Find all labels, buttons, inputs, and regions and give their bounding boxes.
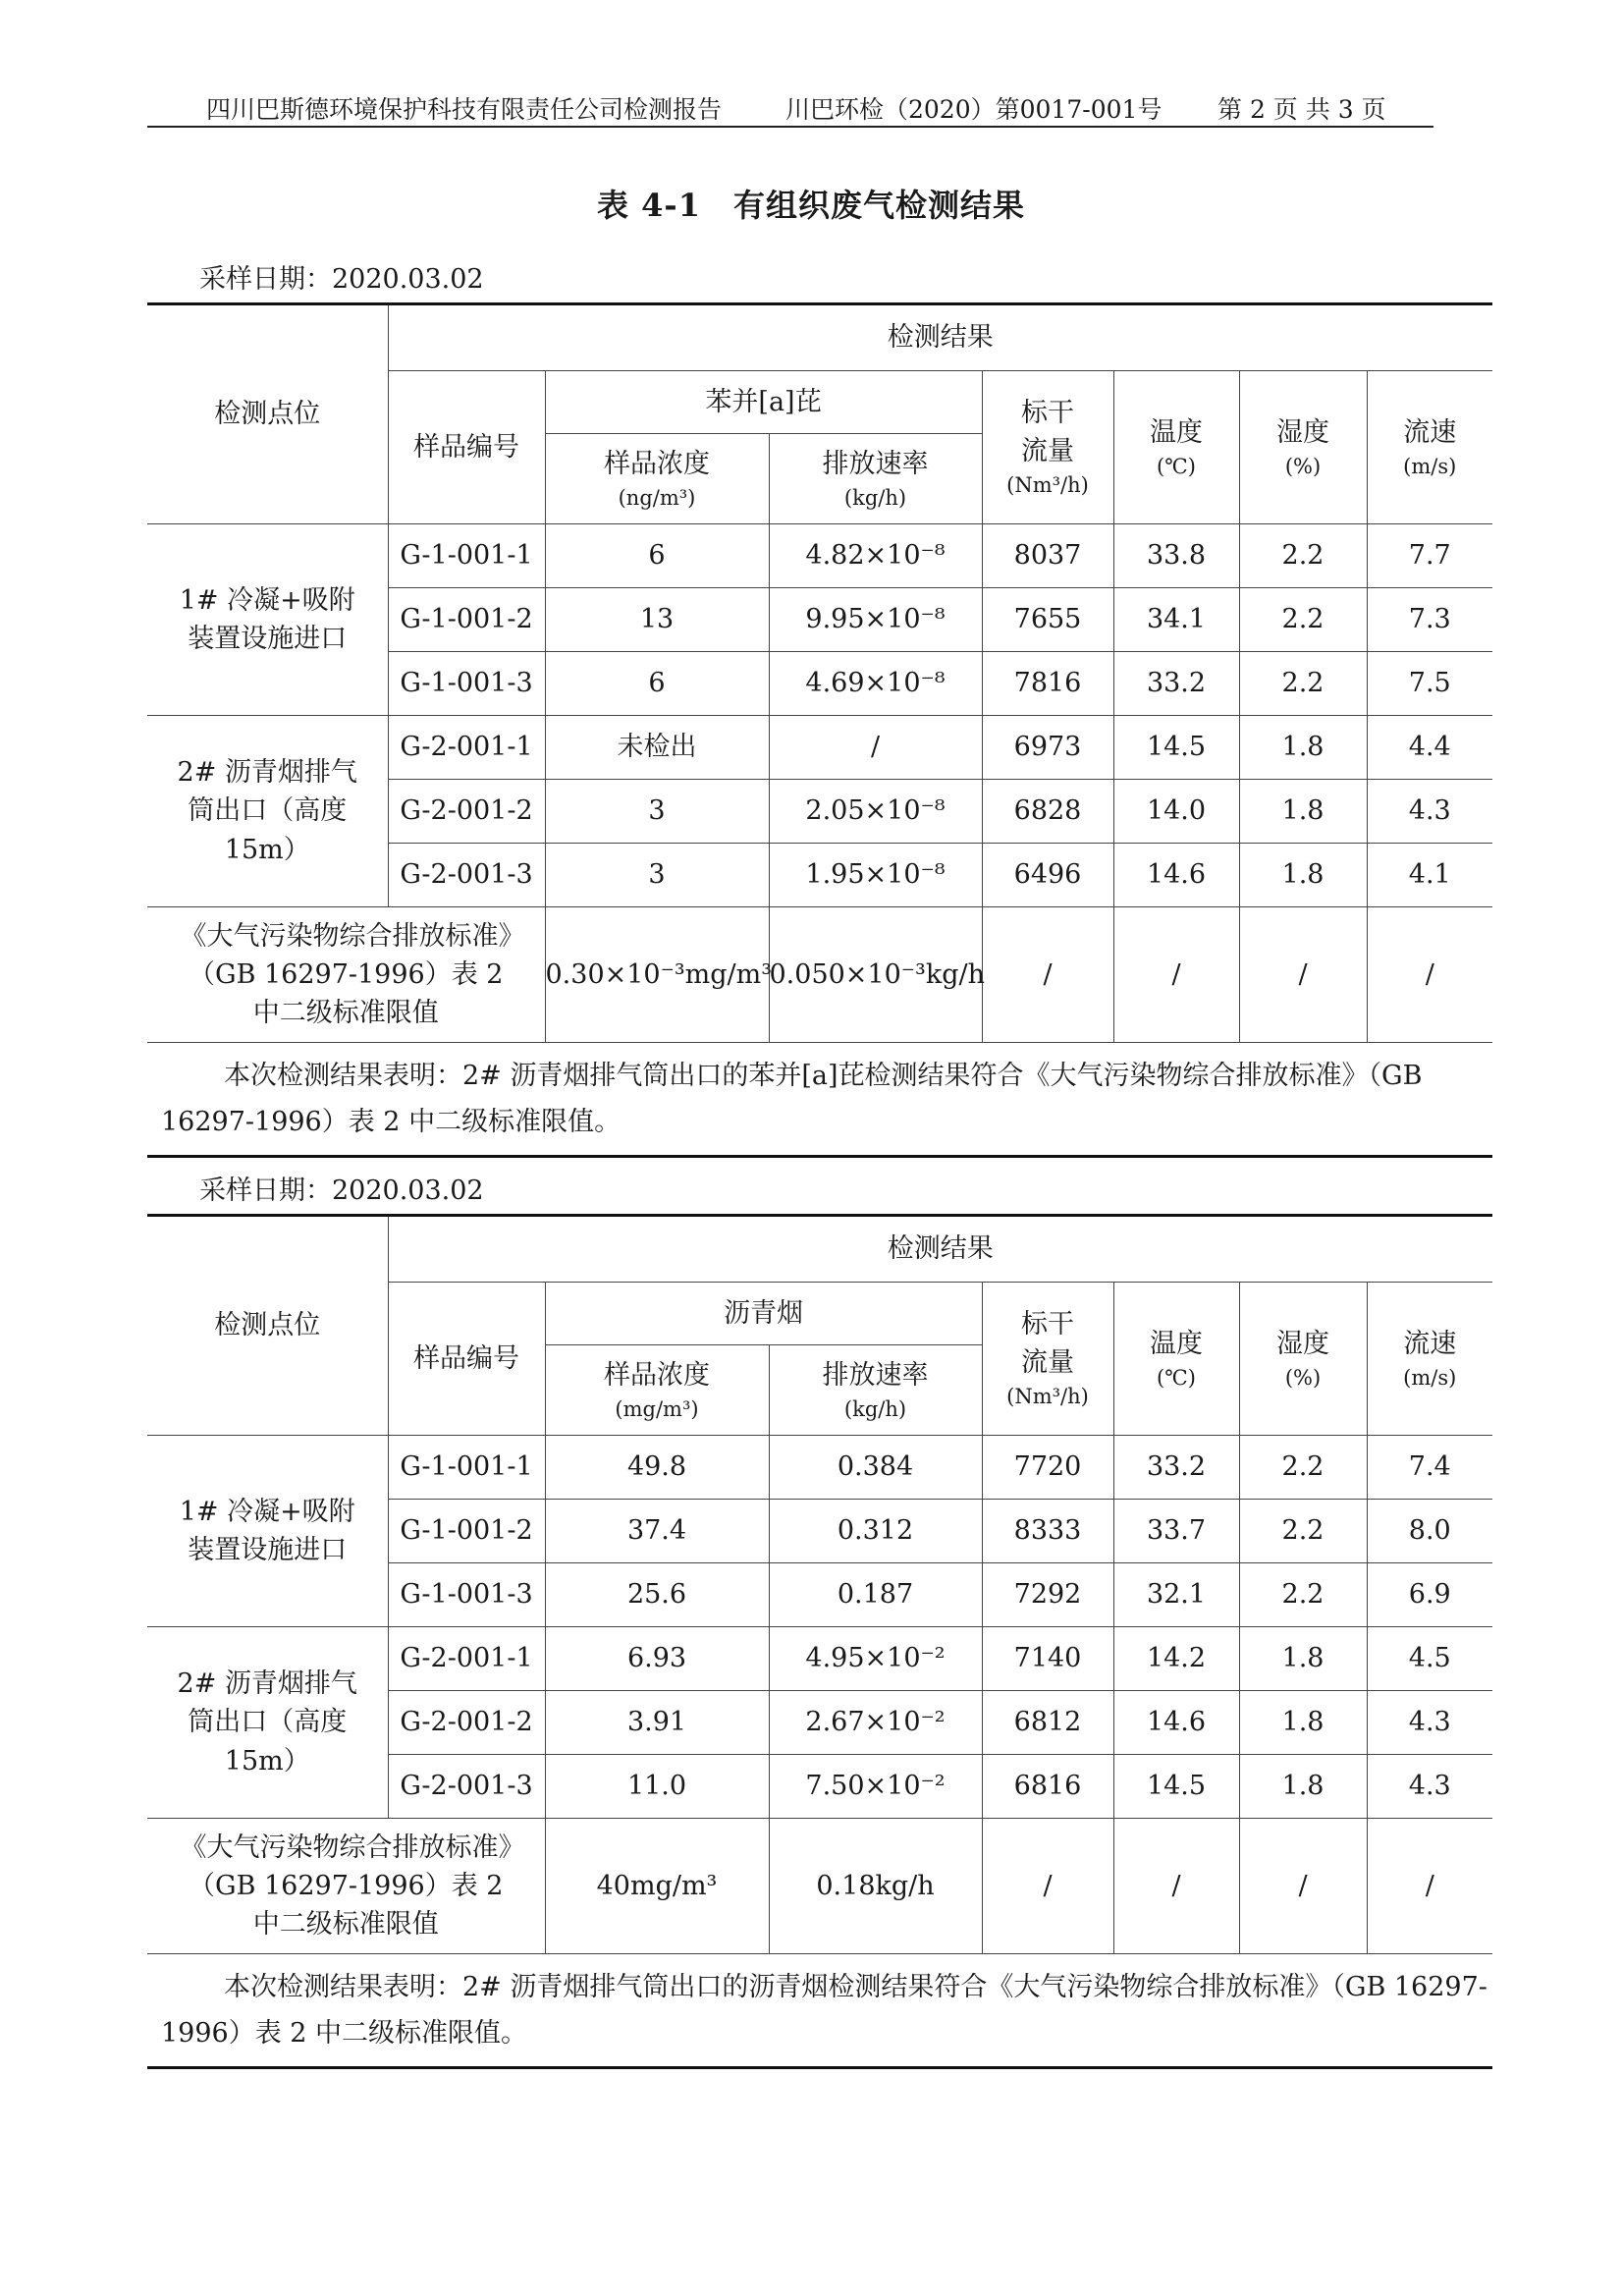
humidity-cell: 2.2 (1239, 1500, 1367, 1563)
header-sample-no: 样品编号 (388, 1283, 545, 1436)
temperature-cell: 34.1 (1113, 588, 1239, 652)
velocity-cell: 8.0 (1367, 1500, 1492, 1563)
header-temperature (1113, 371, 1239, 524)
flow-cell: 7140 (982, 1627, 1113, 1691)
header-page-number: 第 2 页 共 3 页 (1217, 95, 1386, 124)
sample-no-cell: G-2-001-2 (388, 780, 545, 844)
header-location: 检测点位 (147, 304, 388, 524)
temperature-cell: 33.8 (1113, 524, 1239, 588)
humidity-cell: 2.2 (1239, 1436, 1367, 1500)
temperature-cell: 14.2 (1113, 1627, 1239, 1691)
header-humidity (1239, 1283, 1367, 1436)
concentration-cell: 6 (545, 524, 769, 588)
header-emission-rate-label: 排放速率 (822, 1359, 929, 1391)
header-concentration (545, 1345, 769, 1436)
header-emission-rate-unit: (kg/h) (843, 1396, 907, 1421)
concentration-cell: 6.93 (545, 1627, 769, 1691)
humidity-cell: 2.2 (1239, 652, 1367, 716)
velocity-cell: 4.3 (1367, 780, 1492, 844)
header-pollutant: 沥青烟 (545, 1283, 982, 1345)
sample-no-cell: G-1-001-2 (388, 1500, 545, 1563)
velocity-cell: 4.5 (1367, 1627, 1492, 1691)
header-concentration-unit: (ng/m³) (618, 485, 696, 510)
sample-no-cell: G-2-001-1 (388, 716, 545, 780)
table-row (147, 524, 1492, 588)
standard-velocity: / (1367, 907, 1492, 1043)
results-table-benzopyrene (147, 302, 1492, 1158)
standard-humidity: / (1239, 907, 1367, 1043)
header-velocity (1367, 371, 1492, 524)
header-humidity-unit: (%) (1284, 1365, 1322, 1390)
header-temperature-label: 温度 (1150, 416, 1203, 448)
location-cell: 1# 冷凝+吸附装置设施进口 (147, 1436, 388, 1627)
sample-no-cell: G-1-001-1 (388, 524, 545, 588)
sample-no-cell: G-1-001-1 (388, 1436, 545, 1500)
standard-concentration: 40mg/m³ (545, 1819, 769, 1954)
temperature-cell: 14.5 (1113, 1755, 1239, 1819)
concentration-cell: 25.6 (545, 1563, 769, 1627)
sample-no-cell: G-1-001-3 (388, 1563, 545, 1627)
flow-cell: 7292 (982, 1563, 1113, 1627)
temperature-cell: 32.1 (1113, 1563, 1239, 1627)
table-row (147, 1436, 1492, 1500)
sample-no-cell: G-2-001-2 (388, 1691, 545, 1755)
concentration-cell: 3.91 (545, 1691, 769, 1755)
flow-cell: 7720 (982, 1436, 1113, 1500)
header-flow-line2: 流量 (1021, 436, 1074, 467)
location-cell: 1# 冷凝+吸附装置设施进口 (147, 524, 388, 716)
humidity-cell: 1.8 (1239, 1627, 1367, 1691)
sampling-date-2: 采样日期：2020.03.02 (199, 1175, 484, 1206)
location-cell: 2# 沥青烟排气筒出口（高度 15m） (147, 1627, 388, 1819)
header-velocity (1367, 1283, 1492, 1436)
flow-cell: 7816 (982, 652, 1113, 716)
standard-emission-rate: 0.050×10⁻³kg/h (769, 907, 982, 1043)
temperature-cell: 33.2 (1113, 652, 1239, 716)
velocity-cell: 4.3 (1367, 1755, 1492, 1819)
flow-cell: 6496 (982, 844, 1113, 907)
location-cell: 2# 沥青烟排气筒出口（高度 15m） (147, 716, 388, 907)
header-humidity-label: 湿度 (1276, 1328, 1329, 1359)
emission-rate-cell: 0.312 (769, 1500, 982, 1563)
velocity-cell: 7.7 (1367, 524, 1492, 588)
sampling-date-1: 采样日期：2020.03.02 (199, 264, 484, 295)
standard-label: 《大气污染物综合排放标准》（GB 16297-1996）表 2 中二级标准限值 (147, 1819, 545, 1954)
header-humidity-unit: (%) (1284, 454, 1322, 478)
humidity-cell: 1.8 (1239, 780, 1367, 844)
emission-rate-cell: 2.67×10⁻² (769, 1691, 982, 1755)
standard-temperature: / (1113, 1819, 1239, 1954)
temperature-cell: 14.6 (1113, 844, 1239, 907)
header-flow-line1: 标干 (1021, 398, 1074, 429)
emission-rate-cell: 4.69×10⁻⁸ (769, 652, 982, 716)
temperature-cell: 33.2 (1113, 1436, 1239, 1500)
velocity-cell: 4.4 (1367, 716, 1492, 780)
header-report-number: 川巴环检（2020）第0017-001号 (785, 95, 1162, 124)
header-concentration-label: 样品浓度 (604, 1359, 710, 1391)
humidity-cell: 2.2 (1239, 1563, 1367, 1627)
header-concentration-label: 样品浓度 (604, 448, 710, 479)
humidity-cell: 1.8 (1239, 1755, 1367, 1819)
standard-flow: / (982, 907, 1113, 1043)
sample-no-cell: G-2-001-3 (388, 1755, 545, 1819)
conclusion-cell (147, 1043, 1492, 1157)
humidity-cell: 1.8 (1239, 1691, 1367, 1755)
table-row (147, 716, 1492, 780)
velocity-cell: 4.3 (1367, 1691, 1492, 1755)
header-company: 四川巴斯德环境保护科技有限责任公司检测报告 (206, 95, 723, 124)
velocity-cell: 4.1 (1367, 844, 1492, 907)
header-pollutant: 苯并[a]芘 (545, 371, 982, 434)
concentration-cell: 49.8 (545, 1436, 769, 1500)
header-location: 检测点位 (147, 1216, 388, 1436)
humidity-cell: 2.2 (1239, 588, 1367, 652)
emission-rate-cell: 1.95×10⁻⁸ (769, 844, 982, 907)
standard-row (147, 1819, 1492, 1954)
header-results: 检测结果 (388, 304, 1492, 371)
header-velocity-unit: (m/s) (1403, 1365, 1457, 1390)
header-temperature-label: 温度 (1150, 1328, 1203, 1359)
standard-velocity: / (1367, 1819, 1492, 1954)
velocity-cell: 7.5 (1367, 652, 1492, 716)
table-row (147, 1627, 1492, 1691)
temperature-cell: 33.7 (1113, 1500, 1239, 1563)
humidity-cell: 1.8 (1239, 716, 1367, 780)
header-flow-line1: 标干 (1021, 1309, 1074, 1340)
emission-rate-cell: 9.95×10⁻⁸ (769, 588, 982, 652)
header-concentration-unit: (mg/m³) (615, 1396, 699, 1421)
standard-concentration: 0.30×10⁻³mg/m³ (545, 907, 769, 1043)
header-temperature-unit: (℃) (1157, 1365, 1196, 1390)
humidity-cell: 2.2 (1239, 524, 1367, 588)
header-temperature-unit: (℃) (1157, 454, 1196, 478)
flow-cell: 8333 (982, 1500, 1113, 1563)
flow-cell: 6812 (982, 1691, 1113, 1755)
page-title: 表 4-1 有组织废气检测结果 (597, 187, 1025, 224)
header-concentration (545, 434, 769, 524)
concentration-cell: 3 (545, 844, 769, 907)
conclusion-text: 本次检测结果表明：2# 沥青烟排气筒出口的沥青烟检测结果符合《大气污染物综合排放标准》（GB 16297-1996）表 2 中二级标准限值。 (161, 1971, 1487, 2049)
concentration-cell: 11.0 (545, 1755, 769, 1819)
emission-rate-cell: / (769, 716, 982, 780)
header-velocity-label: 流速 (1403, 1328, 1457, 1359)
header-sample-no: 样品编号 (388, 371, 545, 524)
temperature-cell: 14.0 (1113, 780, 1239, 844)
header-temperature (1113, 1283, 1239, 1436)
header-emission-rate-unit: (kg/h) (843, 485, 907, 510)
conclusion-text: 本次检测结果表明：2# 沥青烟排气筒出口的苯并[a]芘检测结果符合《大气污染物综合排放标准》（GB 16297-1996）表 2 中二级标准限值。 (161, 1060, 1423, 1137)
results-table-asphalt-fume (147, 1214, 1492, 2069)
header-flow-line2: 流量 (1021, 1347, 1074, 1379)
header-flow-unit: (Nm³/h) (1006, 473, 1089, 498)
velocity-cell: 7.4 (1367, 1436, 1492, 1500)
header-velocity-label: 流速 (1403, 416, 1457, 448)
concentration-cell: 3 (545, 780, 769, 844)
header-emission-rate (769, 1345, 982, 1436)
emission-rate-cell: 4.82×10⁻⁸ (769, 524, 982, 588)
flow-cell: 6816 (982, 1755, 1113, 1819)
standard-emission-rate: 0.18kg/h (769, 1819, 982, 1954)
conclusion-cell (147, 1954, 1492, 2068)
standard-humidity: / (1239, 1819, 1367, 1954)
header-velocity-unit: (m/s) (1403, 454, 1457, 478)
emission-rate-cell: 4.95×10⁻² (769, 1627, 982, 1691)
temperature-cell: 14.6 (1113, 1691, 1239, 1755)
header-flow (982, 371, 1113, 524)
flow-cell: 7655 (982, 588, 1113, 652)
humidity-cell: 1.8 (1239, 844, 1367, 907)
header-flow-unit: (Nm³/h) (1006, 1385, 1089, 1409)
sample-no-cell: G-1-001-3 (388, 652, 545, 716)
standard-row (147, 907, 1492, 1043)
emission-rate-cell: 7.50×10⁻² (769, 1755, 982, 1819)
concentration-cell: 6 (545, 652, 769, 716)
sample-no-cell: G-1-001-2 (388, 588, 545, 652)
velocity-cell: 7.3 (1367, 588, 1492, 652)
sample-no-cell: G-2-001-1 (388, 1627, 545, 1691)
concentration-cell: 未检出 (545, 716, 769, 780)
standard-temperature: / (1113, 907, 1239, 1043)
header-emission-rate-label: 排放速率 (822, 448, 929, 479)
standard-flow: / (982, 1819, 1113, 1954)
header-results: 检测结果 (388, 1216, 1492, 1283)
emission-rate-cell: 0.187 (769, 1563, 982, 1627)
sample-no-cell: G-2-001-3 (388, 844, 545, 907)
emission-rate-cell: 0.384 (769, 1436, 982, 1500)
standard-label: 《大气污染物综合排放标准》（GB 16297-1996）表 2 中二级标准限值 (147, 907, 545, 1043)
header-humidity (1239, 371, 1367, 524)
header-emission-rate (769, 434, 982, 524)
header-flow (982, 1283, 1113, 1436)
flow-cell: 8037 (982, 524, 1113, 588)
page-header (147, 90, 1433, 128)
emission-rate-cell: 2.05×10⁻⁸ (769, 780, 982, 844)
concentration-cell: 37.4 (545, 1500, 769, 1563)
header-humidity-label: 湿度 (1276, 416, 1329, 448)
flow-cell: 6828 (982, 780, 1113, 844)
temperature-cell: 14.5 (1113, 716, 1239, 780)
flow-cell: 6973 (982, 716, 1113, 780)
concentration-cell: 13 (545, 588, 769, 652)
velocity-cell: 6.9 (1367, 1563, 1492, 1627)
